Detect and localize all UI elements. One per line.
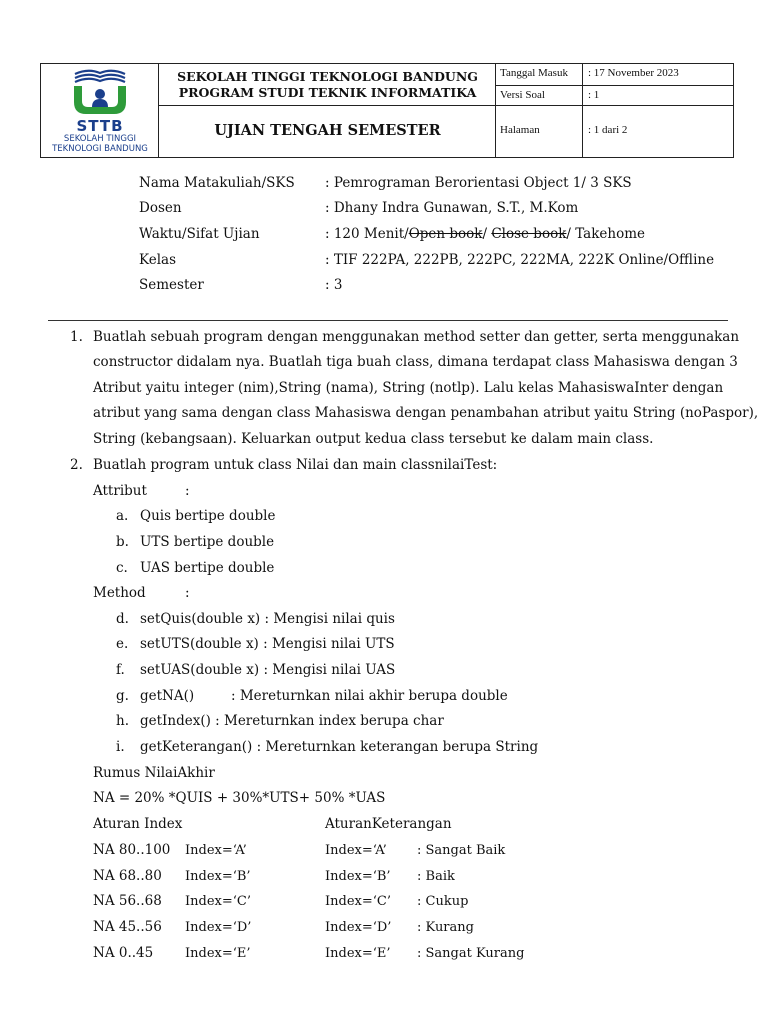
lecturer-label: Dosen <box>139 200 182 216</box>
formula: NA = 20% *QUIS + 30%*UTS+ 50% *UAS <box>93 790 386 806</box>
school-title-cell <box>159 64 496 106</box>
remark-text: : Sangat Kurang <box>417 946 525 961</box>
index-value: Index=‘B’ <box>185 869 251 884</box>
list-item: UAS bertipe double <box>140 560 275 576</box>
attribute-colon: : <box>185 483 190 499</box>
lecturer-value: : Dhany Indra Gunawan, S.T., M.Kom <box>325 200 579 216</box>
list-marker: h. <box>116 713 129 729</box>
list-item: UTS bertipe double <box>140 534 275 550</box>
formula-label: Rumus NilaiAkhir <box>93 765 215 781</box>
list-marker: g. <box>116 688 129 704</box>
remark-index: Index=‘C’ <box>325 894 391 909</box>
school-name <box>159 69 496 101</box>
time-suffix: / Takehome <box>566 226 646 242</box>
index-value: Index=‘C’ <box>185 894 251 909</box>
class-value: : TIF 222PA, 222PB, 222PC, 222MA, 222K Online/Offline <box>325 252 715 268</box>
time-separator: / <box>482 226 492 242</box>
remark-rules-heading: AturanKeterangan <box>325 816 452 832</box>
meta-label-date: Tanggal Masuk <box>496 64 583 86</box>
time-value <box>325 226 645 242</box>
logo-subtitle-2: TEKNOLOGI BANDUNG <box>52 144 148 154</box>
q1-line: constructor didalam nya. Buatlah tiga buah class, dimana terdapat class Mahasiswa dengan 3 <box>93 354 738 370</box>
index-range: NA 56..68 <box>93 893 162 909</box>
list-item: setUAS(double x) : Mengisi nilai UAS <box>140 662 396 678</box>
school-line-1: SEKOLAH TINGGI TEKNOLOGI BANDUNG <box>177 69 478 84</box>
exam-title: UJIAN TENGAH SEMESTER <box>214 122 441 139</box>
remark-index: Index=‘B’ <box>325 869 391 884</box>
attribute-heading: Attribut <box>93 483 147 499</box>
index-range: NA 0..45 <box>93 945 154 961</box>
sttb-logo-icon <box>41 64 159 119</box>
header-table <box>40 63 734 158</box>
index-range: NA 45..56 <box>93 919 162 935</box>
list-marker: e. <box>116 636 129 652</box>
exam-title-cell <box>159 106 496 157</box>
remark-text: : Sangat Baik <box>417 843 506 858</box>
time-prefix: : 120 Menit/ <box>325 226 409 242</box>
remark-text: : Baik <box>417 869 455 884</box>
list-item: getNA() <box>140 688 195 704</box>
close-book-option: Close book <box>491 226 567 242</box>
semester-value: : 3 <box>325 277 343 293</box>
school-line-2: PROGRAM STUDI TEKNIK INFORMATIKA <box>178 85 477 100</box>
index-value: Index=‘E’ <box>185 946 251 961</box>
meta-value-date: : 17 November 2023 <box>583 64 733 86</box>
q2-intro: Buatlah program untuk class Nilai dan main classnilaiTest: <box>93 457 498 473</box>
list-item: getKeterangan() : Mereturnkan keterangan berupa String <box>140 739 539 755</box>
index-value: Index=‘D’ <box>185 920 252 935</box>
remark-text: : Cukup <box>417 894 469 909</box>
list-item: getIndex() : Mereturnkan index berupa char <box>140 713 444 729</box>
semester-label: Semester <box>139 277 204 293</box>
course-label: Nama Matakuliah/SKS <box>139 175 295 191</box>
course-value: : Pemrograman Berorientasi Object 1/ 3 SKS <box>325 175 632 191</box>
logo-wordmark: STTB <box>76 117 124 135</box>
meta-label-page: Halaman <box>496 106 583 157</box>
list-marker: c. <box>116 560 128 576</box>
time-label: Waktu/Sifat Ujian <box>139 226 260 242</box>
logo-cell <box>41 64 159 157</box>
list-marker: a. <box>116 508 129 524</box>
q2-number: 2. <box>70 457 83 473</box>
meta-label-version: Versi Soal <box>496 86 583 106</box>
remark-text: : Kurang <box>417 920 474 935</box>
list-marker: i. <box>116 739 125 755</box>
meta-value-page: : 1 dari 2 <box>588 124 628 136</box>
open-book-option: Open book <box>408 226 483 242</box>
remark-index: Index=‘D’ <box>325 920 392 935</box>
remark-index: Index=‘E’ <box>325 946 391 961</box>
divider <box>48 320 728 321</box>
list-item: Quis bertipe double <box>140 508 276 524</box>
meta-value-version: : 1 <box>583 86 733 106</box>
method-colon: : <box>185 585 190 601</box>
list-marker: f. <box>116 662 125 678</box>
index-value: Index=‘A’ <box>185 843 247 858</box>
q1-line: atribut yang sama dengan class Mahasiswa dengan penambahan atribut yaitu String (noPaspor), <box>93 405 759 421</box>
q1-number: 1. <box>70 329 83 345</box>
list-item: setQuis(double x) : Mengisi nilai quis <box>140 611 395 627</box>
logo-subtitle-1: SEKOLAH TINGGI <box>63 134 137 144</box>
method-heading: Method <box>93 585 146 601</box>
index-range: NA 68..80 <box>93 868 162 884</box>
list-item-description: : Mereturnkan nilai akhir berupa double <box>231 688 508 704</box>
q1-line: Atribut yaitu integer (nim),String (nama), String (notlp). Lalu kelas MahasiswaInter dengan <box>93 380 724 396</box>
q1-line: String (kebangsaan). Keluarkan output kedua class tersebut ke dalam main class. <box>93 431 654 447</box>
index-rules-heading: Aturan Index <box>93 816 183 832</box>
list-item: setUTS(double x) : Mengisi nilai UTS <box>140 636 395 652</box>
remark-index: Index=‘A’ <box>325 843 387 858</box>
list-marker: b. <box>116 534 129 550</box>
q1-line: Buatlah sebuah program dengan menggunakan method setter dan getter, serta menggunakan <box>93 329 740 345</box>
index-range: NA 80..100 <box>93 842 171 858</box>
class-label: Kelas <box>139 252 177 268</box>
list-marker: d. <box>116 611 129 627</box>
